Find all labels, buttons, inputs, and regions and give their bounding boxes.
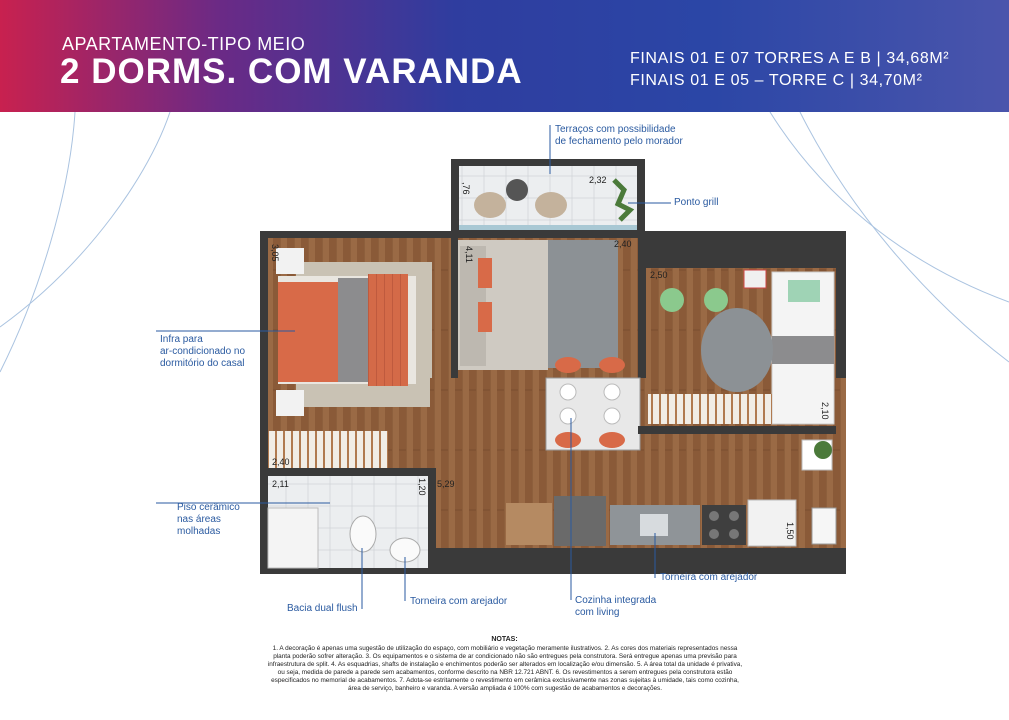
callout-kitchen-line1: Cozinha integrada <box>575 595 657 606</box>
callout-floor-line2: nas áreas <box>177 514 221 525</box>
dim-bath-width: 2,11 <box>272 479 289 489</box>
callout-terraces-line2: de fechamento pelo morador <box>555 136 683 147</box>
dim-hall-width: 2,40 <box>614 239 632 249</box>
dim-bedroom2-depth: 2,10 <box>820 402 830 420</box>
dim-bedroom1-width: 2,40 <box>272 457 290 467</box>
dim-balcony-depth: ,76 <box>461 182 471 195</box>
bedroom-2 <box>646 268 836 426</box>
callout-faucet-kitchen: Torneira com arejador <box>660 572 758 583</box>
balcony <box>451 159 645 237</box>
dim-living-depth: 4,11 <box>464 246 474 263</box>
callout-grill: Ponto grill <box>674 197 719 208</box>
callout-ac-line2: ar-condicionado no <box>160 346 246 357</box>
callout-floor-line1: Piso cerâmico <box>177 502 240 513</box>
units-line-2: FINAIS 01 E 05 – TORRE C | 34,70M² <box>630 72 923 89</box>
notes-title: NOTAS: <box>491 636 518 643</box>
units-line-1: FINAIS 01 E 07 TORRES A E B | 34,68M² <box>630 50 950 67</box>
dim-bath-depth: 1,20 <box>417 478 427 496</box>
dim-bedroom1-depth: 3,05 <box>270 244 280 262</box>
callout-kitchen-line2: com living <box>575 607 620 618</box>
apartment-type-subtitle: APARTAMENTO-TIPO MEIO <box>62 34 306 54</box>
callout-floor <box>177 502 240 538</box>
callout-terraces-line1: Terraços com possibilidade <box>555 124 676 135</box>
callout-floor-line3: molhadas <box>177 526 221 537</box>
callout-ac <box>160 334 245 370</box>
dim-living-width: 5,29 <box>437 479 455 489</box>
bedroom-1 <box>268 238 451 468</box>
callout-terraces <box>555 124 683 148</box>
dim-bedroom2-width: 2,50 <box>650 270 668 280</box>
dim-kitchen-depth: 1,50 <box>785 522 795 540</box>
callout-ac-line3: dormitório do casal <box>160 358 245 369</box>
dim-balcony-width: 2,32 <box>589 175 607 185</box>
bathroom <box>268 476 428 568</box>
callout-ac-line1: Infra para <box>160 334 203 345</box>
callout-faucet-bath: Torneira com arejador <box>410 596 508 607</box>
notes-text: 1. A decoração é apenas uma sugestão de utilização do espaço, com mobiliário e vegetação meramente ilustrativos. 2. As cores dos materiais representados nessa planta poderão sofrer alteração. 3. Os equipamentos e o sistema de ar condicionado não são entregues pela construtora. Será entregue apenas uma previsão para infraestrutura de split. 4. As esquadrias, shafts de instalação e enchimentos poderão ser alterados em localização e/ou dimensão. 5. A área total da unidade é privativa, ou seja, medida de parede a parede sem acabamentos, conforme descrito na NBR 12.721 ABNT. 6. Os revestimentos a serem entregues pela construtora estão especificados no memorial de acabamentos. 7. Adota-se estritamente o revestimento em cerâmica exclusivamente nas zonas sujeitas à umidade, tais como cozinha, área de serviço, banheiro e varanda. A versão ampliada é 100% com sugestão de acabamentos e decorações. <box>267 645 743 692</box>
apartment-title: 2 DORMS. COM VARANDA <box>60 52 523 91</box>
callout-flush: Bacia dual flush <box>287 603 358 614</box>
callout-kitchen <box>575 595 656 619</box>
